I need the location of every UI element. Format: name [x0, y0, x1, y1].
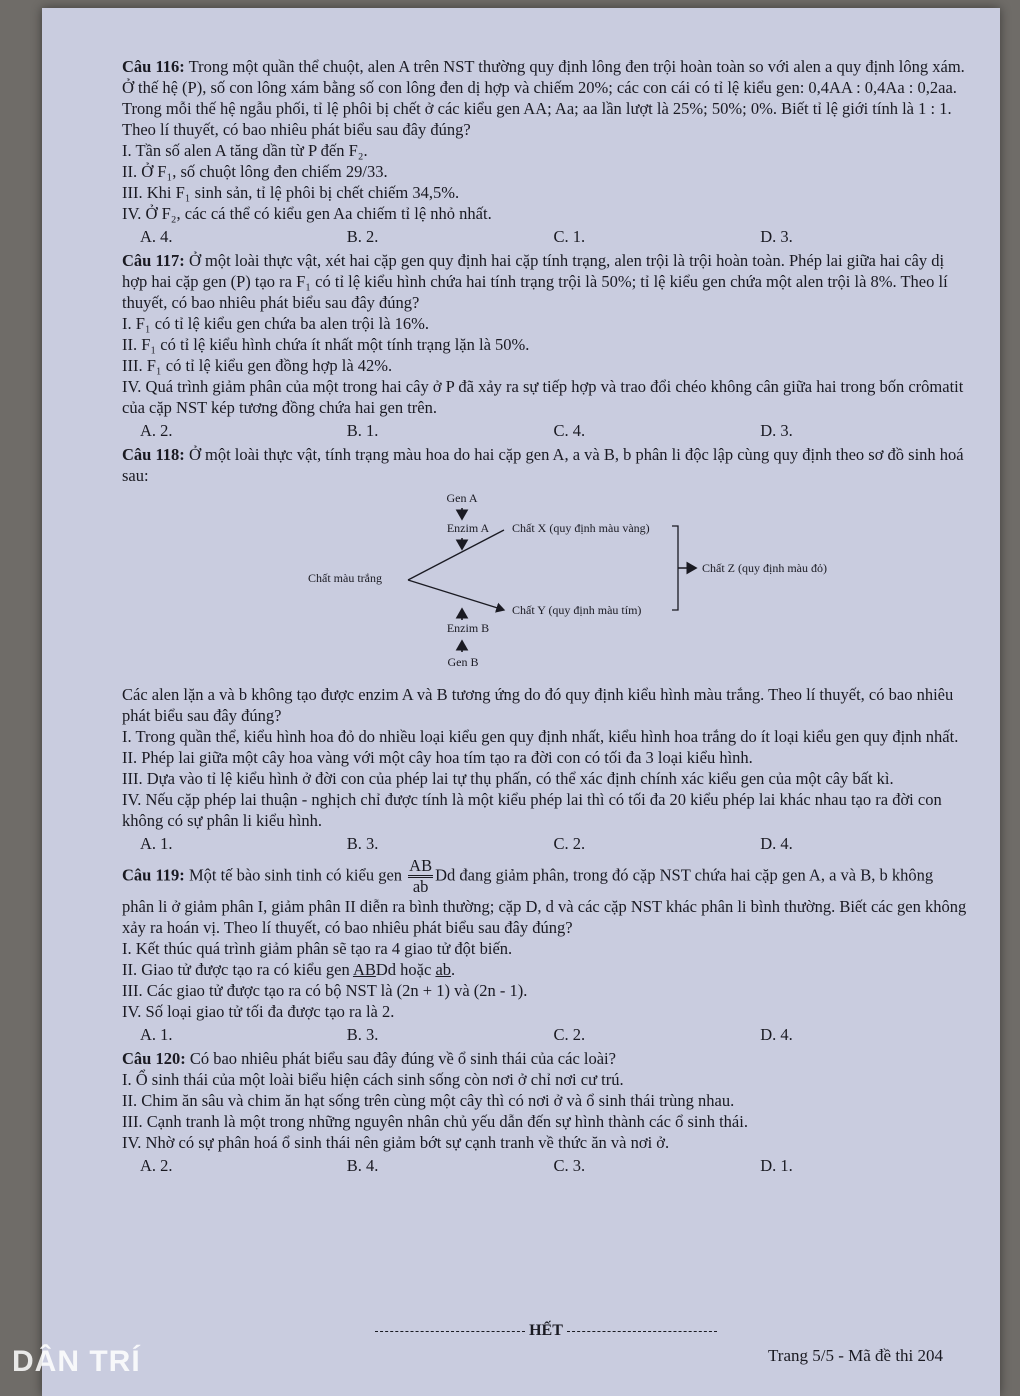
answer-c: C. 2. — [553, 834, 586, 853]
question-label: Câu 120: — [122, 1049, 186, 1068]
statement: III. Dựa vào tỉ lệ kiểu hình ở đời con của phép lai tự thụ phấn, có thể xác định chính xác kiểu gen của một cây bất kì. — [122, 769, 894, 788]
statement: IV. Nếu cặp phép lai thuận - nghịch chỉ được tính là một kiểu phép lai thì có tối đa 20 kiểu phép lai khác nhau tạo ra đời con không có sự phân li kiểu hình. — [122, 790, 942, 830]
answer-c: C. 1. — [553, 227, 586, 246]
statement: II. Chim ăn sâu và chim ăn hạt sống trên cùng một cây thì có nơi ở và ổ sinh thái trùng nhau. — [122, 1091, 735, 1110]
statement: I. Ổ sinh thái của một loài biểu hiện cách sinh sống còn nơi ở chỉ nơi cư trú. — [122, 1070, 624, 1089]
question-text-continued: Các alen lặn a và b không tạo được enzim A và B tương ứng do đó quy định kiểu hình màu trắng. Theo lí thuyết, có bao nhiêu phát biểu sau đây đúng? — [122, 685, 954, 725]
answer-b: B. 3. — [346, 834, 379, 853]
statement — [122, 959, 967, 980]
question-body: Có bao nhiêu phát biểu sau đây đúng về ổ sinh thái của các loài? — [189, 1049, 616, 1068]
question-label: Câu 117: — [122, 251, 185, 270]
answer-b: B. 3. — [346, 1025, 379, 1044]
question-text — [122, 56, 967, 140]
question-body: Ở một loài thực vật, tính trạng màu hoa do hai cặp gen A, a và B, b phân li độc lập cùng quy định theo sơ đồ sinh hoá sau: — [122, 445, 964, 485]
statement: III. Cạnh tranh là một trong những nguyên nhân chủ yếu dẫn đến sự hình thành các ổ sinh thái. — [122, 1112, 748, 1131]
statement: IV. Số loại giao tử tối đa được tạo ra là 2. — [122, 1002, 395, 1021]
branch-to-y — [408, 580, 504, 610]
answer-options — [140, 226, 967, 247]
gen-a-label: Gen A — [446, 491, 478, 505]
dantri-watermark-logo: DÂN TRÍ — [12, 1345, 141, 1378]
statement-part: II. Giao tử được tạo ra có kiểu gen — [122, 960, 353, 979]
fraction-denominator: ab — [412, 877, 429, 896]
answer-options — [140, 1024, 967, 1045]
statement: IV. Nhờ có sự phân hoá ổ sinh thái nên giảm bớt sự cạnh tranh về thức ăn và nơi ở. — [122, 1133, 670, 1152]
answer-d: D. 4. — [760, 834, 793, 853]
chat-y-label: Chất Y (quy định màu tím) — [512, 603, 642, 617]
answer-a: A. 4. — [140, 227, 173, 246]
question-text — [122, 250, 967, 313]
question-label: Câu 119: — [122, 865, 185, 885]
end-text: HẾT — [529, 1322, 563, 1339]
question-116 — [122, 56, 967, 247]
chat-trang-label: Chất màu trắng — [308, 571, 382, 585]
answer-a: A. 2. — [140, 1156, 173, 1175]
genotype-fraction — [408, 857, 433, 896]
statement-part: . — [451, 960, 456, 979]
question-text — [122, 857, 967, 938]
statement: IV. Quá trình giảm phân của một trong hai cây ở P đã xảy ra sự tiếp hợp và trao đổi chéo không cân giữa hai trong bốn crômatit của cặp NST kép tương đồng chứa hai gen trên. — [122, 377, 964, 417]
answer-options — [140, 1155, 967, 1176]
answer-d: D. 1. — [760, 1156, 793, 1175]
question-text — [122, 444, 967, 486]
statement: I. Trong quần thể, kiểu hình hoa đỏ do nhiều loại kiểu gen quy định nhất, kiểu hình hoa trắng do ít loại kiểu gen quy định nhất. — [122, 727, 959, 746]
answer-d: D. 4. — [760, 1025, 793, 1044]
answer-a: A. 1. — [140, 1025, 173, 1044]
statement: II. F₁ có tỉ lệ kiểu hình chứa ít nhất một tính trạng lặn là 50%. — [122, 335, 530, 354]
statement-part: Dd hoặc — [375, 960, 436, 979]
statement: III. Khi F₁ sinh sản, tỉ lệ phôi bị chết chiếm 34,5%. — [122, 183, 460, 202]
question-text — [122, 1048, 967, 1069]
enzim-a-label: Enzim A — [446, 521, 490, 535]
answer-c: C. 3. — [553, 1156, 586, 1175]
question-body-cont: Dd đang giảm phân, trong đó cặp NST chứa hai cặp gen A, a và B, b không phân li ở giảm phân I, giảm phân II diễn ra bình thường; cặp D, d và các cặp NST khác phân li bình thường. Biết các gen không xảy ra hoán vị. Theo lí thuyết, có bao nhiêu phát biểu sau đây đúng? — [122, 865, 967, 937]
question-label: Câu 118: — [122, 445, 185, 464]
statement: II. Phép lai giữa một cây hoa vàng với một cây hoa tím tạo ra đời con có tối đa 3 loại kiểu hình. — [122, 748, 753, 767]
question-120 — [122, 1048, 967, 1176]
answer-c: C. 2. — [553, 1025, 586, 1044]
genotype-ab-lower: ab — [435, 960, 452, 979]
question-label: Câu 116: — [122, 57, 185, 76]
answer-a: A. 2. — [140, 421, 173, 440]
statement: IV. Ở F₂, các cá thể có kiểu gen Aa chiếm tỉ lệ nhỏ nhất. — [122, 204, 492, 223]
merge-bracket — [672, 526, 678, 610]
question-body: Một tế bào sinh tinh có kiểu gen — [188, 865, 403, 885]
question-body: Ở một loài thực vật, xét hai cặp gen quy định hai cặp tính trạng, alen trội là trội hoàn toàn. Phép lai giữa hai cây dị hợp hai cặp gen (P) tạo ra F₁ có tỉ lệ kiểu hình chứa hai tính trạng trội là 50%; tỉ lệ kiểu gen chứa một alen trội là 8%. Theo lí thuyết, có bao nhiêu phát biểu sau đây đúng? — [122, 251, 948, 312]
question-body: Trong một quần thể chuột, alen A trên NST thường quy định lông đen trội hoàn toàn so với alen a quy định lông xám. Ở thế hệ (P), số con lông xám bằng số con lông đen dị hợp và chiếm 20%; các con cái có tỉ lệ kiểu gen: 0,4AA : 0,4Aa : 0,2aa. Trong mỗi thế hệ ngẫu phối, tỉ lệ phôi bị chết ở các kiểu gen AA; Aa; aa lần lượt là 25%; 50%; 0%. Biết tỉ lệ giới tính là 1 : 1. Theo lí thuyết, có bao nhiêu phát biểu sau đây đúng? — [122, 57, 965, 139]
answer-options — [140, 833, 967, 854]
chat-x-label: Chất X (quy định màu vàng) — [512, 521, 650, 535]
question-118 — [122, 444, 967, 854]
divider-right — [567, 1331, 717, 1332]
chat-z-label: Chất Z (quy định màu đỏ) — [702, 561, 827, 575]
question-117 — [122, 250, 967, 441]
statement: II. Ở F₁, số chuột lông đen chiếm 29/33. — [122, 162, 388, 181]
fraction-numerator: AB — [408, 857, 433, 878]
page-footer: Trang 5/5 - Mã đề thi 204 — [768, 1346, 944, 1365]
answer-d: D. 3. — [760, 421, 793, 440]
end-marker — [356, 1322, 736, 1340]
answer-b: B. 2. — [346, 227, 379, 246]
page-content — [122, 56, 967, 1179]
gen-b-label: Gen B — [447, 655, 479, 669]
answer-d: D. 3. — [760, 227, 793, 246]
divider-left — [375, 1331, 525, 1332]
answer-b: B. 4. — [346, 1156, 379, 1175]
pathway-svg — [122, 490, 967, 680]
answer-b: B. 1. — [346, 421, 379, 440]
answer-options — [140, 420, 967, 441]
branch-to-x — [408, 530, 504, 580]
statement: I. Tần số alen A tăng dần từ P đến F₂. — [122, 141, 368, 160]
statement: I. F₁ có tỉ lệ kiểu gen chứa ba alen trội là 16%. — [122, 314, 430, 333]
enzim-b-label: Enzim B — [446, 621, 490, 635]
biochemical-pathway-diagram — [122, 490, 967, 680]
answer-c: C. 4. — [553, 421, 586, 440]
statement: I. Kết thúc quá trình giảm phân sẽ tạo ra 4 giao tử đột biến. — [122, 939, 513, 958]
statement: III. F₁ có tỉ lệ kiểu gen đồng hợp là 42%. — [122, 356, 393, 375]
exam-page — [42, 8, 1000, 1396]
genotype-ab-upper: AB — [352, 960, 376, 979]
question-119 — [122, 857, 967, 1045]
statement: III. Các giao tử được tạo ra có bộ NST là (2n + 1) và (2n - 1). — [122, 981, 528, 1000]
answer-a: A. 1. — [140, 834, 173, 853]
